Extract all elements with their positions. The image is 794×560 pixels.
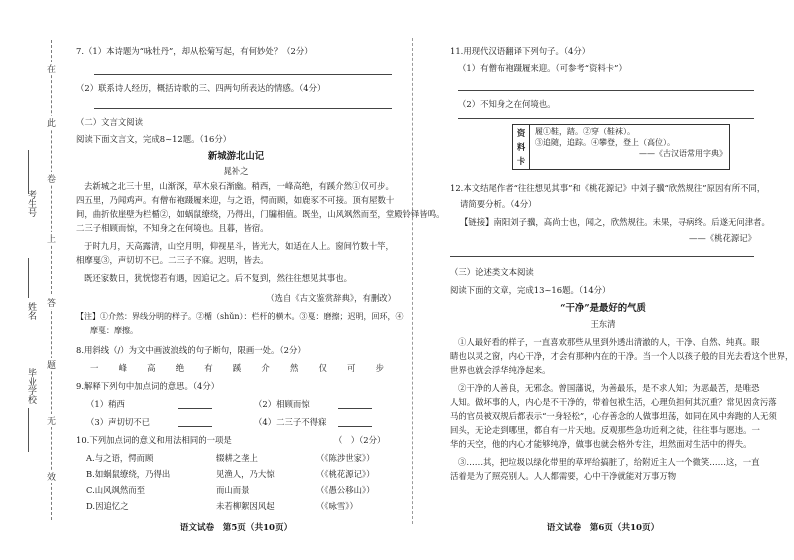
- seal-char: 答: [45, 296, 58, 309]
- q10-prompt: 10.下列加点词的意义和用法相同的一项是: [76, 435, 232, 445]
- passage-line: 于时九月，天高露清，山空月明，仰视星斗，皆光大，如适在人上。窗间竹数十竿，: [84, 241, 394, 251]
- school-line: [28, 408, 29, 452]
- q9-item: （2）相顾而惊: [254, 399, 310, 409]
- page-5: [76, 0, 445, 560]
- seal-char: 题: [45, 358, 58, 371]
- q9-item: （4）二三子不得寐: [254, 417, 327, 427]
- reference-card: [512, 124, 730, 170]
- candidate-number-line: [28, 150, 29, 194]
- passage-line: 既还家数日，犹恍惚若有遇，因追记之。后不复到，然往往想见其事也。: [84, 273, 352, 283]
- q8-char: 有: [204, 363, 213, 373]
- essay-title: “干净”是最好的气质: [560, 303, 646, 314]
- q8-char: 绝: [175, 363, 185, 373]
- answer-line[interactable]: [458, 90, 754, 91]
- section3-intro: 阅读下面的文章，完成13~16题。（14分）: [450, 285, 611, 295]
- answer-line[interactable]: [94, 108, 392, 109]
- essay-line: ①人最好看的样子，一直喜欢那些从里到外透出清澈的人，干净、自然、纯真。眼: [458, 337, 760, 347]
- q8-char: 峰: [118, 363, 127, 373]
- q7-part2: （2）联系诗人经历，概括诗歌的三、四两句所表达的情感。（4分）: [76, 83, 326, 93]
- card-line: 履①鞋，踏。②穿（鞋袜）。: [535, 127, 635, 136]
- q8-char: 仅: [318, 363, 327, 373]
- passage-note: 【注】①介然：界线分明的样子。②楯（shǔn）：栏杆的横木。③戛：磨擦；迟明，回环，④: [76, 312, 404, 321]
- q10-option-d[interactable]: D.因追忆之: [86, 501, 129, 511]
- q11-part2: （2）不知身之在何境也。: [458, 99, 556, 109]
- page-footer: 语文试卷 第6页（共10页）: [546, 523, 660, 533]
- q12-prompt: 12.本文结尾作者“往往想见其事”和《桃花源记》中刘子骥“欣然规往”原因有所不同，: [450, 183, 766, 193]
- q12-link-source: ——《桃花源记》: [689, 233, 756, 243]
- passage-line: 二三子相顾而惊，不知身之在何境也。且暮，皆宿。: [76, 223, 269, 233]
- seal-char: 上: [45, 232, 58, 245]
- q12-prompt-cont: 请简要分析。（4分）: [460, 199, 537, 209]
- q9-prompt: 9.解释下列句中加点词的意思。（4分）: [76, 381, 220, 391]
- q9-item: （1）稍西: [86, 399, 125, 409]
- q8-prompt: 8.用斜线（/）为文中画波浪线的句子断句，限画一处。（2分）: [76, 345, 306, 355]
- passage-title: 新城游北山记: [207, 151, 265, 162]
- passage-line: 四五里，乃闻鸡声。有僧布袍蹑履来迎，与之语，愕而顾，如鹿豕不可接。顶有屋数十: [76, 195, 395, 205]
- binding-margin: [0, 0, 62, 560]
- q12-link: 【链接】南阳刘子骥，高尚士也，闻之，欣然规往。未果，寻病终。后遂无问津者。: [460, 217, 770, 227]
- section2-intro: 阅读下面文言文，完成8~12题。（16分）: [76, 134, 232, 144]
- section3-title: （三）论述类文本阅读: [450, 267, 534, 277]
- seal-dashed-line: [51, 40, 52, 520]
- card-line: ③追随，追踪。④攀登，登上（高位）。: [535, 138, 675, 147]
- answer-blank[interactable]: [178, 408, 212, 409]
- q8-sentence[interactable]: [90, 362, 384, 375]
- essay-line: 马的官员被双规后都表示“一身轻松”，心存善念的人做事坦荡，如同在风中奔跑的人无须: [450, 411, 777, 421]
- page-divider: [412, 38, 413, 524]
- q10-option-a-source: （《陈涉世家》）: [316, 453, 375, 463]
- q8-char: 蹊: [232, 363, 242, 373]
- essay-line: 活着是为了照亮别人。人人都需要，心中干净就能对万事万物: [450, 471, 677, 481]
- passage-author: 晁补之: [223, 166, 249, 176]
- passage-line: 间，曲折依崖壁为栏楯②，如蜗鼠缭绕，乃得出，门牖相值。既坐，山风飒然而至，堂殿铃铎皆鸣。: [76, 209, 445, 219]
- q10-option-b-pair: 见渔人，乃大惊: [216, 469, 275, 479]
- candidate-number-label: 考生号: [26, 190, 36, 217]
- answer-line[interactable]: [94, 74, 392, 75]
- essay-line: ③……其，把垃圾以绿化带里的草坪给搞脏了，给附近主人一个微笑……这，一直: [458, 457, 760, 467]
- q10-option-d-source: （《咏雪》）: [316, 501, 358, 511]
- q10-option-c-pair: 而山而景: [216, 485, 250, 495]
- essay-line: ②干净的人善良，无邪念。曾国藩说，为善最乐，是不求人知；为恶最苦，是唯恐: [458, 383, 760, 393]
- q7-part1: 7.（1）本诗题为“咏牡丹”，却从松菊写起，有何妙处？（2分）: [76, 46, 313, 56]
- reference-card-body: [535, 126, 727, 159]
- essay-author: 王东清: [590, 319, 616, 329]
- seal-char: 效: [45, 470, 58, 483]
- passage-line: 相摩戛③，声切切不已。二三子不寐。迟明，皆去。: [76, 255, 269, 265]
- essay-line: 人知。做坏事的人，内心是不干净的，带着包袱生活，心理负担何其沉重？常见因贪污落: [450, 397, 777, 407]
- seal-char: 卷: [45, 172, 58, 185]
- page-6: [450, 0, 794, 560]
- school-label: 毕业学校: [26, 368, 36, 404]
- q10-option-a-pair: 辍耕之垄上: [216, 453, 258, 463]
- q8-char: 介: [261, 363, 270, 373]
- seal-char: 无: [45, 414, 58, 427]
- reference-card-tag: 资 料 卡: [513, 125, 530, 169]
- section2-title: （二）文言文阅读: [76, 117, 143, 127]
- q10-option-b-source: （《桃花源记》）: [316, 469, 375, 479]
- answer-blank[interactable]: [338, 408, 372, 409]
- q11-part1: （1）有僧布袍蹑履来迎。（可参考“资料卡”）: [458, 63, 627, 73]
- seal-char: 在: [45, 62, 58, 75]
- q10-option-c[interactable]: C.山风飒然而至: [86, 485, 146, 495]
- q8-char: 高: [147, 363, 156, 373]
- q10-score[interactable]: （ ）（2分）: [334, 435, 386, 445]
- page-footer: 语文试卷 第5页（共10页）: [179, 523, 293, 533]
- essay-line: 睛也以灵之窗，内心干净，才会有那种内在的干净。当一个人以孩子般的目光去看这个世界，: [450, 351, 794, 361]
- q10-option-c-source: （《愚公移山》）: [316, 485, 375, 495]
- essay-line: 世界也就会浮华纯净起来。: [450, 365, 551, 375]
- passage-note: 摩戛：摩擦。: [90, 326, 138, 335]
- q11-prompt: 11.用现代汉语翻译下列句子。（4分）: [450, 46, 591, 56]
- answer-line[interactable]: [450, 256, 754, 257]
- answer-blank[interactable]: [338, 426, 372, 427]
- q8-char: 然: [289, 363, 299, 373]
- q8-char: 步: [375, 363, 384, 373]
- essay-line: 华的天空，他的内心才能够纯净，做事也就会格外专注，坦然面对生活中的得失。: [450, 439, 752, 449]
- q9-item: （3）声切切不已: [86, 417, 150, 427]
- q8-char: 一: [90, 363, 99, 373]
- name-line: [28, 258, 29, 298]
- passage-source: （选自《古文鉴赏辞典》，有删改）: [266, 293, 396, 303]
- card-line: ——《古汉语常用字典》: [639, 149, 727, 158]
- passage-line: 去新城之北三十里，山渐深，草木泉石渐幽。稍西，一峰高绝，有蹊介然①仅可步。: [84, 181, 394, 191]
- seal-char: 此: [45, 116, 58, 129]
- answer-blank[interactable]: [178, 426, 212, 427]
- q10-option-d-pair: 未若柳絮因风起: [216, 501, 275, 511]
- name-label: 姓名: [26, 302, 36, 320]
- q8-char: 可: [347, 363, 356, 373]
- q10-option-a[interactable]: A.与之语，愕而顾: [86, 453, 154, 463]
- q10-option-b[interactable]: B.如蜗鼠缭绕，乃得出: [86, 469, 171, 479]
- answer-line[interactable]: [458, 118, 754, 119]
- essay-line: 回头，无论走到哪里，都自有一片天地。反观那些急功近利之徒，往往事与愿违。一: [450, 425, 760, 435]
